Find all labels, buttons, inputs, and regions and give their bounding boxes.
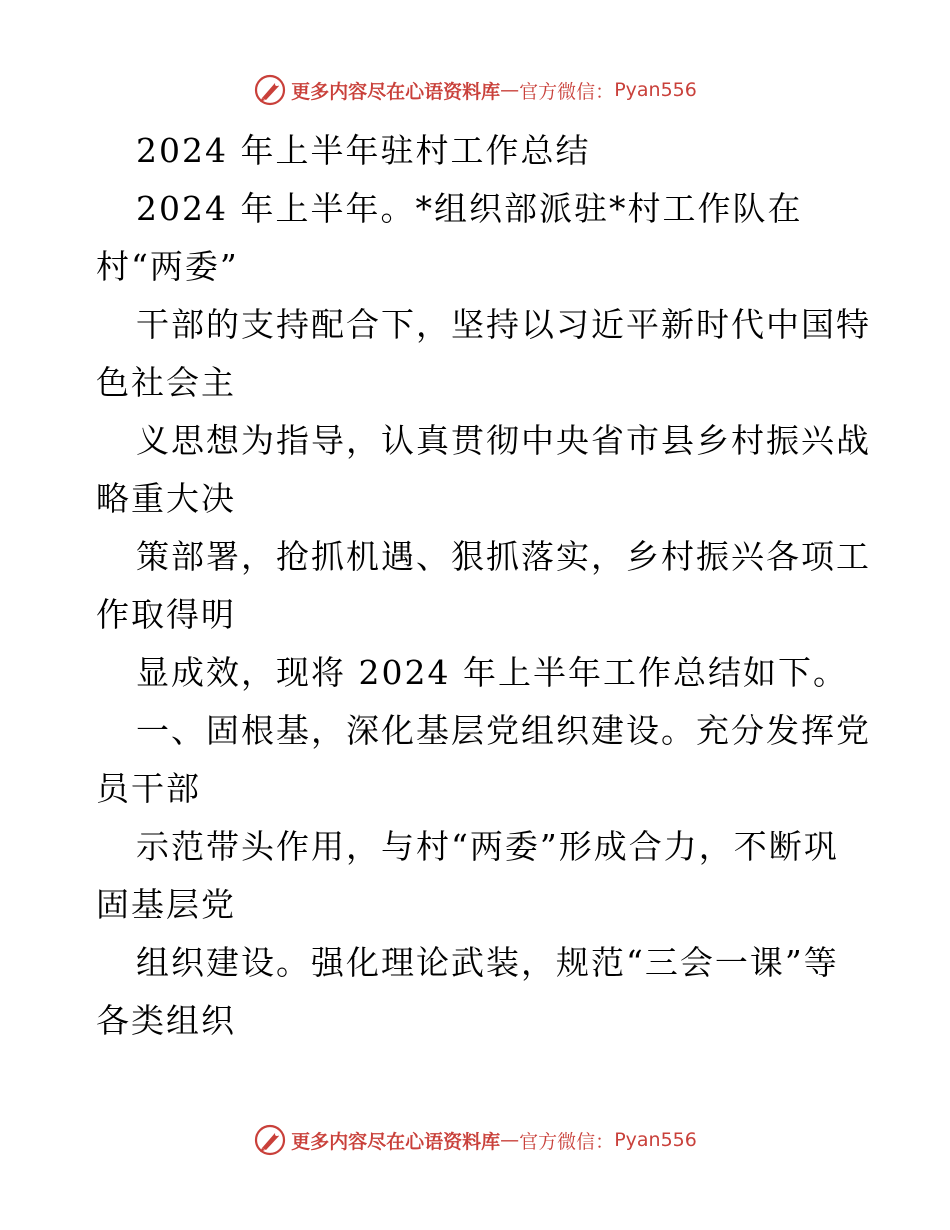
text-line: 2024 年上半年。*组织部派驻*村工作队在 [136, 189, 803, 228]
watermark-separator: — [500, 79, 520, 101]
watermark-separator: — [500, 1129, 520, 1151]
text-line: 显成效，现将 2024 年上半年工作总结如下。 [136, 653, 848, 692]
header-watermark [0, 70, 950, 110]
text-line: 色社会主 [96, 363, 236, 402]
text-line: 示范带头作用，与村“两委”形成合力，不断巩 [136, 827, 839, 866]
text-line: 干部的支持配合下，坚持以习近平新时代中国特 [136, 305, 871, 344]
text-line: 一、固根基，深化基层党组织建设。充分发挥党 [136, 711, 871, 750]
text-line: 组织建设。强化理论武装，规范“三会一课”等 [136, 943, 839, 982]
watermark-brand: 更多内容尽在心语资料库 [291, 1130, 501, 1153]
footer-watermark [0, 1120, 950, 1160]
watermark-wechat-label: 官方微信： [519, 1130, 615, 1153]
text-line: 作取得明 [96, 595, 236, 634]
watermark-wechat-label: 官方微信： [519, 80, 615, 103]
watermark-handle: Pyan556 [614, 1129, 697, 1151]
watermark-handle: Pyan556 [614, 79, 697, 101]
text-line: 2024 年上半年驻村工作总结 [136, 131, 591, 170]
text-line: 固基层党 [96, 885, 236, 924]
pen-logo-icon [253, 1123, 287, 1157]
text-line: 义思想为指导，认真贯彻中央省市县乡村振兴战 [136, 421, 871, 460]
pen-logo-icon [253, 73, 287, 107]
text-line: 策部署，抢抓机遇、狠抓落实，乡村振兴各项工 [136, 537, 871, 576]
watermark-brand: 更多内容尽在心语资料库 [291, 80, 501, 103]
text-line: 员干部 [96, 769, 201, 808]
text-line: 略重大决 [96, 479, 236, 518]
text-line: 各类组织 [96, 1001, 236, 1040]
text-line: 村“两委” [96, 247, 239, 286]
document-body [96, 122, 871, 1050]
